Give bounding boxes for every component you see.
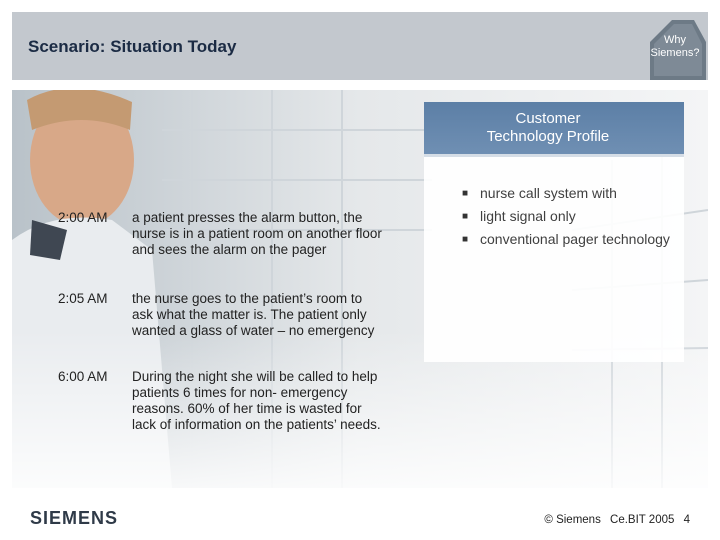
profile-title-line1: Customer: [515, 110, 581, 127]
square-bullet-icon: ■: [462, 211, 469, 222]
square-bullet-icon: ■: [462, 188, 469, 199]
header-bar: [12, 12, 708, 80]
profile-list: [462, 185, 672, 254]
timeline-text: During the night she will be called to help patients 6 times for non- emergency reasons. 60% of her time is wasted for lack of information on the patients’ needs.: [132, 369, 381, 432]
timeline-text: a patient presses the alarm button, the nurse is in a patient room on another floor and sees the alarm on the pager: [132, 210, 382, 257]
timeline-text: the nurse goes to the patient’s room to ask what the matter is. The patient only wanted a glass of water – no emergency: [132, 291, 375, 338]
profile-title-line2: Technology Profile: [486, 128, 610, 145]
copyright: © Siemens: [544, 514, 601, 526]
why-label: Why: [664, 34, 686, 46]
siemens-logo: SIEMENS: [30, 508, 119, 528]
siemens-label: Siemens?: [650, 47, 700, 59]
list-item: ■ conventional pager technology: [462, 231, 670, 247]
list-item: ■ nurse call system with: [462, 185, 617, 201]
timeline-time: 2:00 AM: [58, 210, 108, 225]
page-title: Scenario: Situation Today: [28, 37, 237, 56]
footer: [538, 514, 690, 526]
square-bullet-icon: ■: [462, 234, 469, 245]
list-item: ■ light signal only: [462, 208, 576, 224]
why-siemens-button[interactable]: [644, 12, 706, 80]
timeline-time: 6:00 AM: [58, 369, 108, 384]
timeline-time: 2:05 AM: [58, 291, 108, 306]
page-number: 4: [683, 514, 690, 526]
profile-title: [424, 110, 672, 146]
event-name: Ce.BIT 2005: [610, 514, 675, 526]
